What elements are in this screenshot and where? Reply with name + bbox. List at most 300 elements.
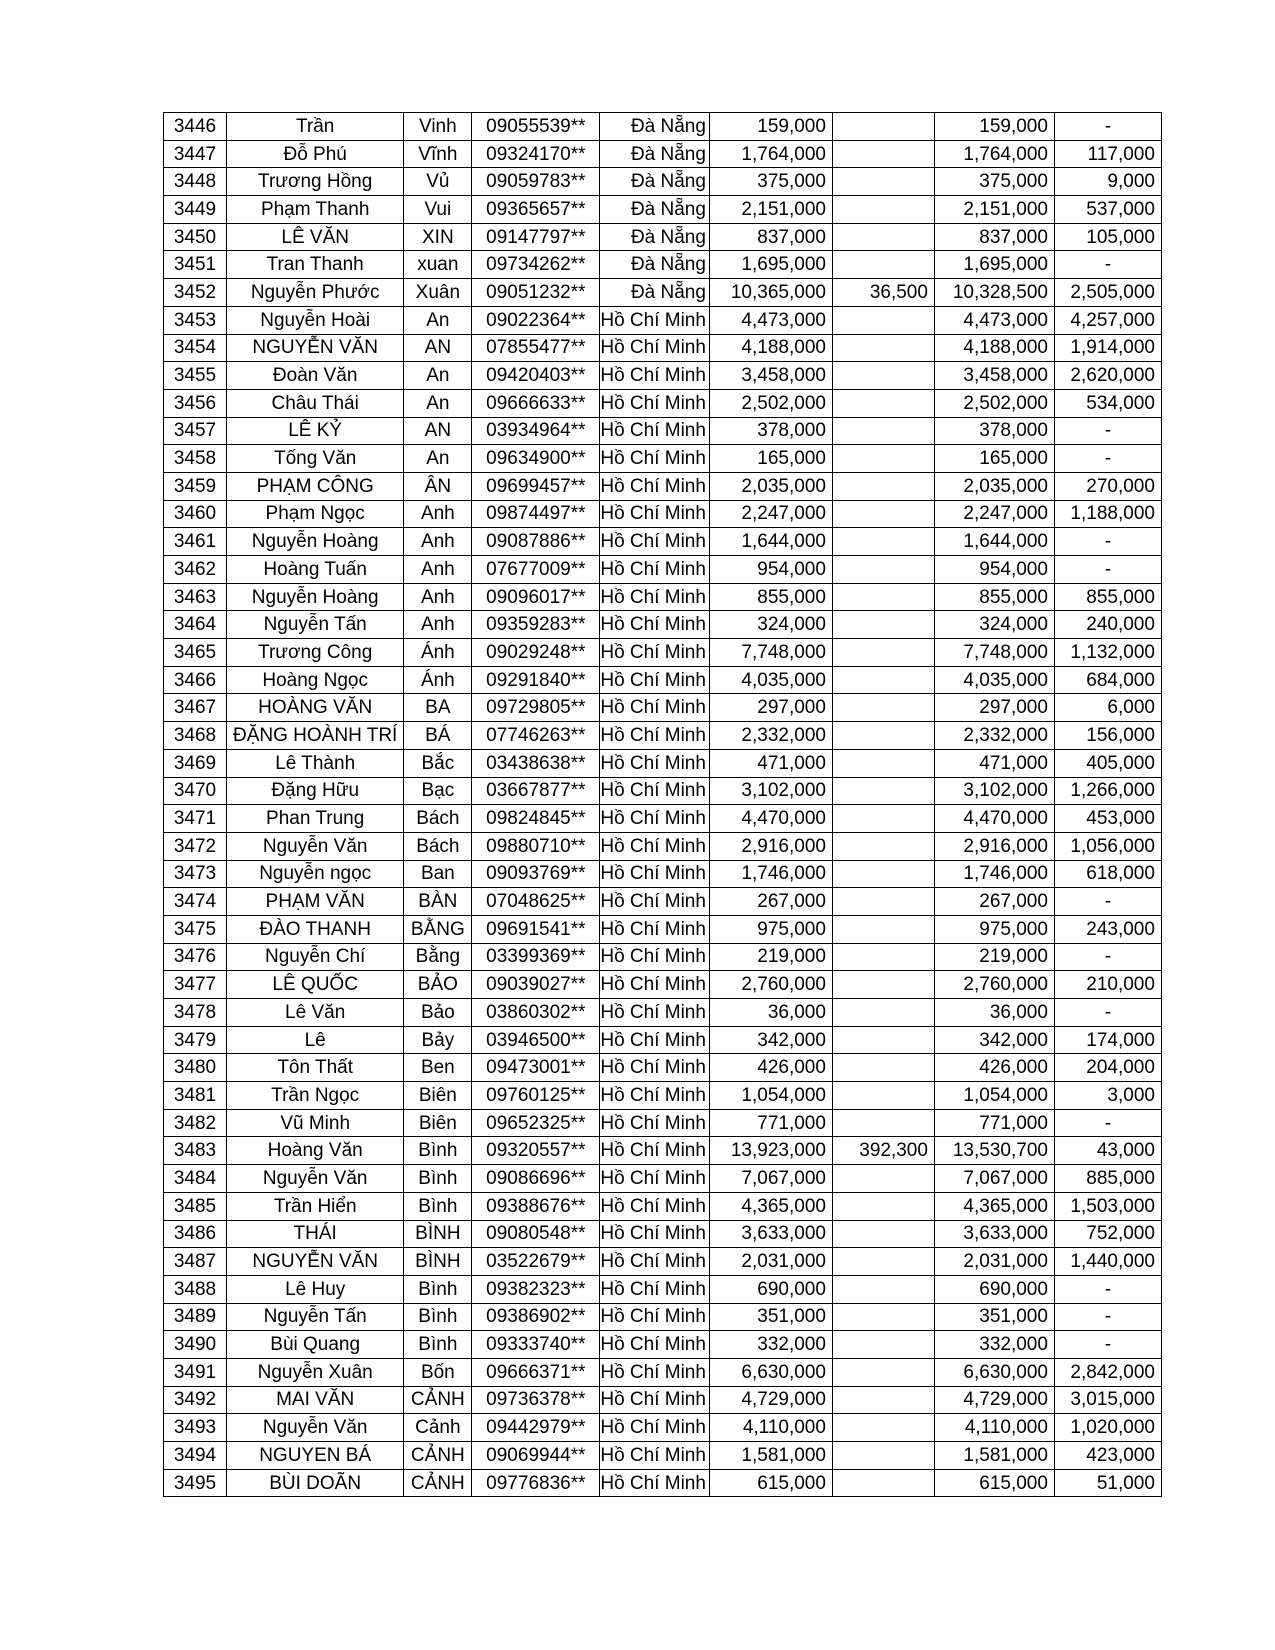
cell-row-number: 3483: [164, 1137, 227, 1165]
cell-phone: 09420403**: [472, 362, 600, 390]
cell-amount-deducted: [832, 1442, 934, 1470]
cell-province: Hồ Chí Minh: [600, 1331, 710, 1359]
cell-last-name: ĐẶNG HOÀNH TRÍ: [227, 722, 404, 750]
cell-phone: 07746263**: [472, 722, 600, 750]
cell-amount-extra: -: [1054, 1275, 1161, 1303]
cell-last-name: Phan Trung: [227, 805, 404, 833]
cell-amount-total: 4,035,000: [709, 666, 832, 694]
cell-amount-extra: 423,000: [1054, 1442, 1161, 1470]
cell-amount-net: 297,000: [934, 694, 1054, 722]
cell-amount-extra: -: [1054, 528, 1161, 556]
cell-amount-extra: 1,503,000: [1054, 1192, 1161, 1220]
cell-amount-net: 2,760,000: [934, 971, 1054, 999]
cell-amount-net: 4,035,000: [934, 666, 1054, 694]
cell-last-name: Tôn Thất: [227, 1054, 404, 1082]
cell-amount-total: 297,000: [709, 694, 832, 722]
cell-amount-extra: -: [1054, 888, 1161, 916]
cell-amount-net: 855,000: [934, 583, 1054, 611]
cell-province: Hồ Chí Minh: [600, 1358, 710, 1386]
cell-first-name: Biên: [404, 1109, 472, 1137]
table-row: [164, 1442, 1162, 1470]
cell-amount-total: 4,470,000: [709, 805, 832, 833]
cell-first-name: AN: [404, 334, 472, 362]
cell-amount-net: 1,581,000: [934, 1442, 1054, 1470]
cell-amount-net: 771,000: [934, 1109, 1054, 1137]
cell-first-name: Biên: [404, 1082, 472, 1110]
cell-phone: 09760125**: [472, 1082, 600, 1110]
cell-amount-net: 2,247,000: [934, 500, 1054, 528]
cell-last-name: MAI VĂN: [227, 1386, 404, 1414]
cell-amount-deducted: [832, 196, 934, 224]
cell-amount-deducted: [832, 140, 934, 168]
cell-last-name: THÁI: [227, 1220, 404, 1248]
cell-first-name: BÀN: [404, 888, 472, 916]
cell-amount-extra: 1,188,000: [1054, 500, 1161, 528]
cell-amount-extra: 453,000: [1054, 805, 1161, 833]
cell-phone: 09069944**: [472, 1442, 600, 1470]
cell-first-name: Anh: [404, 528, 472, 556]
cell-phone: 09051232**: [472, 279, 600, 307]
cell-first-name: Bình: [404, 1275, 472, 1303]
cell-amount-total: 954,000: [709, 556, 832, 584]
cell-amount-net: 954,000: [934, 556, 1054, 584]
cell-amount-extra: -: [1054, 1331, 1161, 1359]
cell-amount-total: 4,188,000: [709, 334, 832, 362]
cell-row-number: 3484: [164, 1165, 227, 1193]
table-row: [164, 611, 1162, 639]
cell-phone: 09096017**: [472, 583, 600, 611]
table-row: [164, 334, 1162, 362]
cell-row-number: 3485: [164, 1192, 227, 1220]
cell-province: Hồ Chí Minh: [600, 611, 710, 639]
cell-first-name: CẢNH: [404, 1469, 472, 1497]
cell-amount-deducted: [832, 1165, 934, 1193]
cell-province: Hồ Chí Minh: [600, 1026, 710, 1054]
cell-amount-extra: -: [1054, 1303, 1161, 1331]
cell-phone: 09291840**: [472, 666, 600, 694]
cell-row-number: 3477: [164, 971, 227, 999]
cell-last-name: Nguyễn Phước: [227, 279, 404, 307]
cell-amount-extra: 1,266,000: [1054, 777, 1161, 805]
cell-first-name: Bách: [404, 832, 472, 860]
cell-last-name: BÙI DOÃN: [227, 1469, 404, 1497]
cell-row-number: 3488: [164, 1275, 227, 1303]
cell-first-name: Ánh: [404, 666, 472, 694]
cell-first-name: ÂN: [404, 472, 472, 500]
table-row: [164, 1165, 1162, 1193]
cell-province: Hồ Chí Minh: [600, 1442, 710, 1470]
cell-last-name: Phạm Thanh: [227, 196, 404, 224]
cell-province: Hồ Chí Minh: [600, 832, 710, 860]
cell-first-name: Anh: [404, 583, 472, 611]
cell-last-name: Đoàn Văn: [227, 362, 404, 390]
cell-last-name: Nguyễn Tấn: [227, 611, 404, 639]
cell-amount-extra: 270,000: [1054, 472, 1161, 500]
cell-last-name: Nguyễn Tấn: [227, 1303, 404, 1331]
cell-amount-deducted: [832, 445, 934, 473]
table-row: [164, 915, 1162, 943]
cell-last-name: Trương Công: [227, 639, 404, 667]
cell-amount-deducted: [832, 1358, 934, 1386]
cell-amount-deducted: [832, 1220, 934, 1248]
cell-province: Hồ Chí Minh: [600, 334, 710, 362]
cell-province: Hồ Chí Minh: [600, 1303, 710, 1331]
cell-province: Hồ Chí Minh: [600, 999, 710, 1027]
cell-province: Đà Nẵng: [600, 223, 710, 251]
cell-amount-total: 2,151,000: [709, 196, 832, 224]
cell-row-number: 3470: [164, 777, 227, 805]
cell-last-name: Tống Văn: [227, 445, 404, 473]
cell-phone: 09388676**: [472, 1192, 600, 1220]
cell-amount-deducted: [832, 805, 934, 833]
cell-amount-total: 7,748,000: [709, 639, 832, 667]
cell-first-name: Bạc: [404, 777, 472, 805]
cell-last-name: Phạm Ngọc: [227, 500, 404, 528]
table-row: [164, 749, 1162, 777]
cell-province: Đà Nẵng: [600, 113, 710, 141]
cell-amount-total: 2,502,000: [709, 389, 832, 417]
cell-amount-net: 2,151,000: [934, 196, 1054, 224]
cell-amount-total: 165,000: [709, 445, 832, 473]
cell-province: Hồ Chí Minh: [600, 362, 710, 390]
cell-last-name: Nguyễn Hoài: [227, 306, 404, 334]
table-row: [164, 1220, 1162, 1248]
cell-amount-total: 690,000: [709, 1275, 832, 1303]
cell-phone: 03438638**: [472, 749, 600, 777]
cell-amount-extra: -: [1054, 445, 1161, 473]
cell-row-number: 3448: [164, 168, 227, 196]
cell-row-number: 3492: [164, 1386, 227, 1414]
table-row: [164, 1386, 1162, 1414]
cell-province: Hồ Chí Minh: [600, 888, 710, 916]
cell-amount-extra: 618,000: [1054, 860, 1161, 888]
cell-amount-total: 378,000: [709, 417, 832, 445]
cell-first-name: BÁ: [404, 722, 472, 750]
cell-province: Đà Nẵng: [600, 251, 710, 279]
cell-phone: 03860302**: [472, 999, 600, 1027]
cell-amount-deducted: [832, 860, 934, 888]
cell-province: Hồ Chí Minh: [600, 1220, 710, 1248]
cell-phone: 09059783**: [472, 168, 600, 196]
cell-amount-total: 771,000: [709, 1109, 832, 1137]
cell-first-name: An: [404, 389, 472, 417]
cell-amount-extra: 534,000: [1054, 389, 1161, 417]
cell-amount-extra: 2,842,000: [1054, 1358, 1161, 1386]
cell-phone: 09320557**: [472, 1137, 600, 1165]
cell-first-name: BẢO: [404, 971, 472, 999]
cell-amount-net: 4,473,000: [934, 306, 1054, 334]
cell-amount-net: 3,458,000: [934, 362, 1054, 390]
cell-province: Hồ Chí Minh: [600, 528, 710, 556]
cell-last-name: NGUYỄN VĂN: [227, 1248, 404, 1276]
cell-row-number: 3475: [164, 915, 227, 943]
cell-amount-extra: -: [1054, 417, 1161, 445]
cell-amount-net: 375,000: [934, 168, 1054, 196]
cell-amount-net: 1,764,000: [934, 140, 1054, 168]
cell-first-name: BẰNG: [404, 915, 472, 943]
cell-province: Hồ Chí Minh: [600, 860, 710, 888]
cell-amount-deducted: [832, 417, 934, 445]
table-row: [164, 306, 1162, 334]
cell-row-number: 3455: [164, 362, 227, 390]
table-row: [164, 1358, 1162, 1386]
cell-amount-net: 4,729,000: [934, 1386, 1054, 1414]
cell-last-name: Đặng Hữu: [227, 777, 404, 805]
cell-phone: 03522679**: [472, 1248, 600, 1276]
cell-first-name: AN: [404, 417, 472, 445]
cell-amount-net: 426,000: [934, 1054, 1054, 1082]
cell-amount-extra: 1,132,000: [1054, 639, 1161, 667]
cell-phone: 09729805**: [472, 694, 600, 722]
table-row: [164, 389, 1162, 417]
cell-amount-total: 4,365,000: [709, 1192, 832, 1220]
cell-first-name: Bách: [404, 805, 472, 833]
cell-row-number: 3462: [164, 556, 227, 584]
cell-province: Hồ Chí Minh: [600, 556, 710, 584]
cell-first-name: An: [404, 362, 472, 390]
cell-phone: 09880710**: [472, 832, 600, 860]
cell-amount-extra: 684,000: [1054, 666, 1161, 694]
cell-province: Hồ Chí Minh: [600, 1165, 710, 1193]
cell-row-number: 3446: [164, 113, 227, 141]
cell-amount-extra: 240,000: [1054, 611, 1161, 639]
cell-phone: 09666371**: [472, 1358, 600, 1386]
cell-first-name: Bình: [404, 1331, 472, 1359]
cell-phone: 09699457**: [472, 472, 600, 500]
cell-row-number: 3466: [164, 666, 227, 694]
cell-amount-total: 1,054,000: [709, 1082, 832, 1110]
cell-last-name: Lê Thành: [227, 749, 404, 777]
cell-amount-total: 615,000: [709, 1469, 832, 1497]
cell-row-number: 3452: [164, 279, 227, 307]
cell-row-number: 3473: [164, 860, 227, 888]
cell-row-number: 3451: [164, 251, 227, 279]
cell-row-number: 3469: [164, 749, 227, 777]
cell-amount-net: 10,328,500: [934, 279, 1054, 307]
cell-amount-extra: 243,000: [1054, 915, 1161, 943]
cell-last-name: Nguyễn ngọc: [227, 860, 404, 888]
cell-province: Hồ Chí Minh: [600, 722, 710, 750]
cell-last-name: Vũ Minh: [227, 1109, 404, 1137]
cell-row-number: 3491: [164, 1358, 227, 1386]
table-row: [164, 556, 1162, 584]
cell-last-name: Lê Huy: [227, 1275, 404, 1303]
cell-amount-deducted: [832, 777, 934, 805]
cell-first-name: Bốn: [404, 1358, 472, 1386]
cell-amount-deducted: [832, 1026, 934, 1054]
cell-province: Đà Nẵng: [600, 196, 710, 224]
cell-amount-deducted: [832, 722, 934, 750]
cell-amount-total: 267,000: [709, 888, 832, 916]
cell-row-number: 3479: [164, 1026, 227, 1054]
cell-amount-net: 3,102,000: [934, 777, 1054, 805]
table-row: [164, 860, 1162, 888]
table-row: [164, 196, 1162, 224]
cell-amount-extra: -: [1054, 943, 1161, 971]
cell-amount-total: 7,067,000: [709, 1165, 832, 1193]
cell-last-name: Hoàng Văn: [227, 1137, 404, 1165]
table-row: [164, 362, 1162, 390]
cell-province: Hồ Chí Minh: [600, 472, 710, 500]
cell-amount-deducted: [832, 832, 934, 860]
cell-province: Đà Nẵng: [600, 168, 710, 196]
cell-amount-deducted: 36,500: [832, 279, 934, 307]
cell-amount-net: 4,365,000: [934, 1192, 1054, 1220]
cell-last-name: Trương Hồng: [227, 168, 404, 196]
cell-amount-total: 6,630,000: [709, 1358, 832, 1386]
cell-last-name: Châu Thái: [227, 389, 404, 417]
cell-row-number: 3458: [164, 445, 227, 473]
cell-row-number: 3464: [164, 611, 227, 639]
cell-province: Hồ Chí Minh: [600, 1469, 710, 1497]
cell-amount-deducted: [832, 306, 934, 334]
cell-first-name: XIN: [404, 223, 472, 251]
cell-province: Đà Nẵng: [600, 279, 710, 307]
cell-last-name: LÊ QUỐC: [227, 971, 404, 999]
cell-row-number: 3494: [164, 1442, 227, 1470]
cell-amount-extra: 6,000: [1054, 694, 1161, 722]
cell-phone: 09080548**: [472, 1220, 600, 1248]
cell-amount-deducted: [832, 362, 934, 390]
table-row: [164, 1109, 1162, 1137]
cell-amount-deducted: [832, 500, 934, 528]
cell-amount-net: 267,000: [934, 888, 1054, 916]
cell-amount-deducted: [832, 694, 934, 722]
cell-last-name: Nguyễn Văn: [227, 1414, 404, 1442]
cell-last-name: HOÀNG VĂN: [227, 694, 404, 722]
cell-last-name: Nguyễn Xuân: [227, 1358, 404, 1386]
cell-amount-net: 6,630,000: [934, 1358, 1054, 1386]
cell-last-name: Tran Thanh: [227, 251, 404, 279]
cell-amount-net: 3,633,000: [934, 1220, 1054, 1248]
cell-first-name: Bắc: [404, 749, 472, 777]
cell-province: Hồ Chí Minh: [600, 1054, 710, 1082]
table-row: [164, 1192, 1162, 1220]
cell-amount-net: 975,000: [934, 915, 1054, 943]
cell-amount-total: 4,110,000: [709, 1414, 832, 1442]
table-row: [164, 777, 1162, 805]
cell-last-name: Nguyễn Hoàng: [227, 528, 404, 556]
cell-amount-extra: -: [1054, 251, 1161, 279]
cell-first-name: BA: [404, 694, 472, 722]
cell-first-name: Ban: [404, 860, 472, 888]
cell-last-name: Trần Hiển: [227, 1192, 404, 1220]
table-row: [164, 223, 1162, 251]
table-row: [164, 500, 1162, 528]
cell-amount-total: 1,581,000: [709, 1442, 832, 1470]
cell-first-name: BÌNH: [404, 1220, 472, 1248]
cell-amount-total: 2,035,000: [709, 472, 832, 500]
cell-phone: 09734262**: [472, 251, 600, 279]
cell-amount-total: 2,332,000: [709, 722, 832, 750]
cell-province: Hồ Chí Minh: [600, 583, 710, 611]
cell-last-name: Đỗ Phú: [227, 140, 404, 168]
cell-amount-net: 1,644,000: [934, 528, 1054, 556]
cell-row-number: 3489: [164, 1303, 227, 1331]
cell-amount-extra: -: [1054, 113, 1161, 141]
cell-amount-extra: 405,000: [1054, 749, 1161, 777]
cell-amount-extra: 51,000: [1054, 1469, 1161, 1497]
cell-row-number: 3471: [164, 805, 227, 833]
cell-amount-net: 165,000: [934, 445, 1054, 473]
cell-row-number: 3478: [164, 999, 227, 1027]
table-row: [164, 1054, 1162, 1082]
cell-phone: 09634900**: [472, 445, 600, 473]
cell-row-number: 3460: [164, 500, 227, 528]
cell-amount-extra: 1,020,000: [1054, 1414, 1161, 1442]
cell-phone: 03934964**: [472, 417, 600, 445]
table-row: [164, 251, 1162, 279]
cell-amount-deducted: [832, 389, 934, 417]
cell-phone: 09365657**: [472, 196, 600, 224]
cell-phone: 09324170**: [472, 140, 600, 168]
cell-last-name: Hoàng Tuấn: [227, 556, 404, 584]
cell-amount-deducted: [832, 472, 934, 500]
cell-amount-deducted: [832, 1303, 934, 1331]
cell-amount-total: 4,729,000: [709, 1386, 832, 1414]
cell-first-name: Bình: [404, 1192, 472, 1220]
cell-amount-deducted: [832, 1109, 934, 1137]
cell-amount-net: 4,110,000: [934, 1414, 1054, 1442]
cell-amount-extra: -: [1054, 1109, 1161, 1137]
cell-amount-net: 2,502,000: [934, 389, 1054, 417]
cell-amount-net: 342,000: [934, 1026, 1054, 1054]
cell-province: Hồ Chí Minh: [600, 1386, 710, 1414]
cell-phone: 09666633**: [472, 389, 600, 417]
cell-amount-net: 1,746,000: [934, 860, 1054, 888]
cell-first-name: Vĩnh: [404, 140, 472, 168]
cell-amount-total: 219,000: [709, 943, 832, 971]
cell-first-name: Bình: [404, 1303, 472, 1331]
cell-province: Hồ Chí Minh: [600, 639, 710, 667]
table-row: [164, 888, 1162, 916]
cell-last-name: Hoàng Ngọc: [227, 666, 404, 694]
cell-amount-net: 2,031,000: [934, 1248, 1054, 1276]
cell-last-name: NGUYỄN VĂN: [227, 334, 404, 362]
cell-amount-extra: 117,000: [1054, 140, 1161, 168]
cell-amount-net: 2,916,000: [934, 832, 1054, 860]
table-row: [164, 113, 1162, 141]
cell-amount-deducted: [832, 1414, 934, 1442]
cell-amount-deducted: [832, 999, 934, 1027]
cell-row-number: 3468: [164, 722, 227, 750]
cell-province: Hồ Chí Minh: [600, 1414, 710, 1442]
cell-province: Đà Nẵng: [600, 140, 710, 168]
cell-first-name: xuan: [404, 251, 472, 279]
cell-phone: 07855477**: [472, 334, 600, 362]
cell-amount-deducted: [832, 1331, 934, 1359]
cell-province: Hồ Chí Minh: [600, 777, 710, 805]
cell-amount-extra: 1,056,000: [1054, 832, 1161, 860]
cell-amount-deducted: [832, 1248, 934, 1276]
cell-amount-extra: 204,000: [1054, 1054, 1161, 1082]
cell-amount-net: 1,054,000: [934, 1082, 1054, 1110]
cell-amount-net: 351,000: [934, 1303, 1054, 1331]
cell-amount-total: 426,000: [709, 1054, 832, 1082]
cell-last-name: Bùi Quang: [227, 1331, 404, 1359]
cell-amount-deducted: [832, 334, 934, 362]
table-row: [164, 999, 1162, 1027]
cell-row-number: 3482: [164, 1109, 227, 1137]
cell-amount-total: 4,473,000: [709, 306, 832, 334]
cell-amount-total: 3,102,000: [709, 777, 832, 805]
cell-phone: 09029248**: [472, 639, 600, 667]
cell-province: Hồ Chí Minh: [600, 1248, 710, 1276]
table-row: [164, 722, 1162, 750]
cell-row-number: 3456: [164, 389, 227, 417]
cell-province: Hồ Chí Minh: [600, 445, 710, 473]
cell-amount-total: 351,000: [709, 1303, 832, 1331]
